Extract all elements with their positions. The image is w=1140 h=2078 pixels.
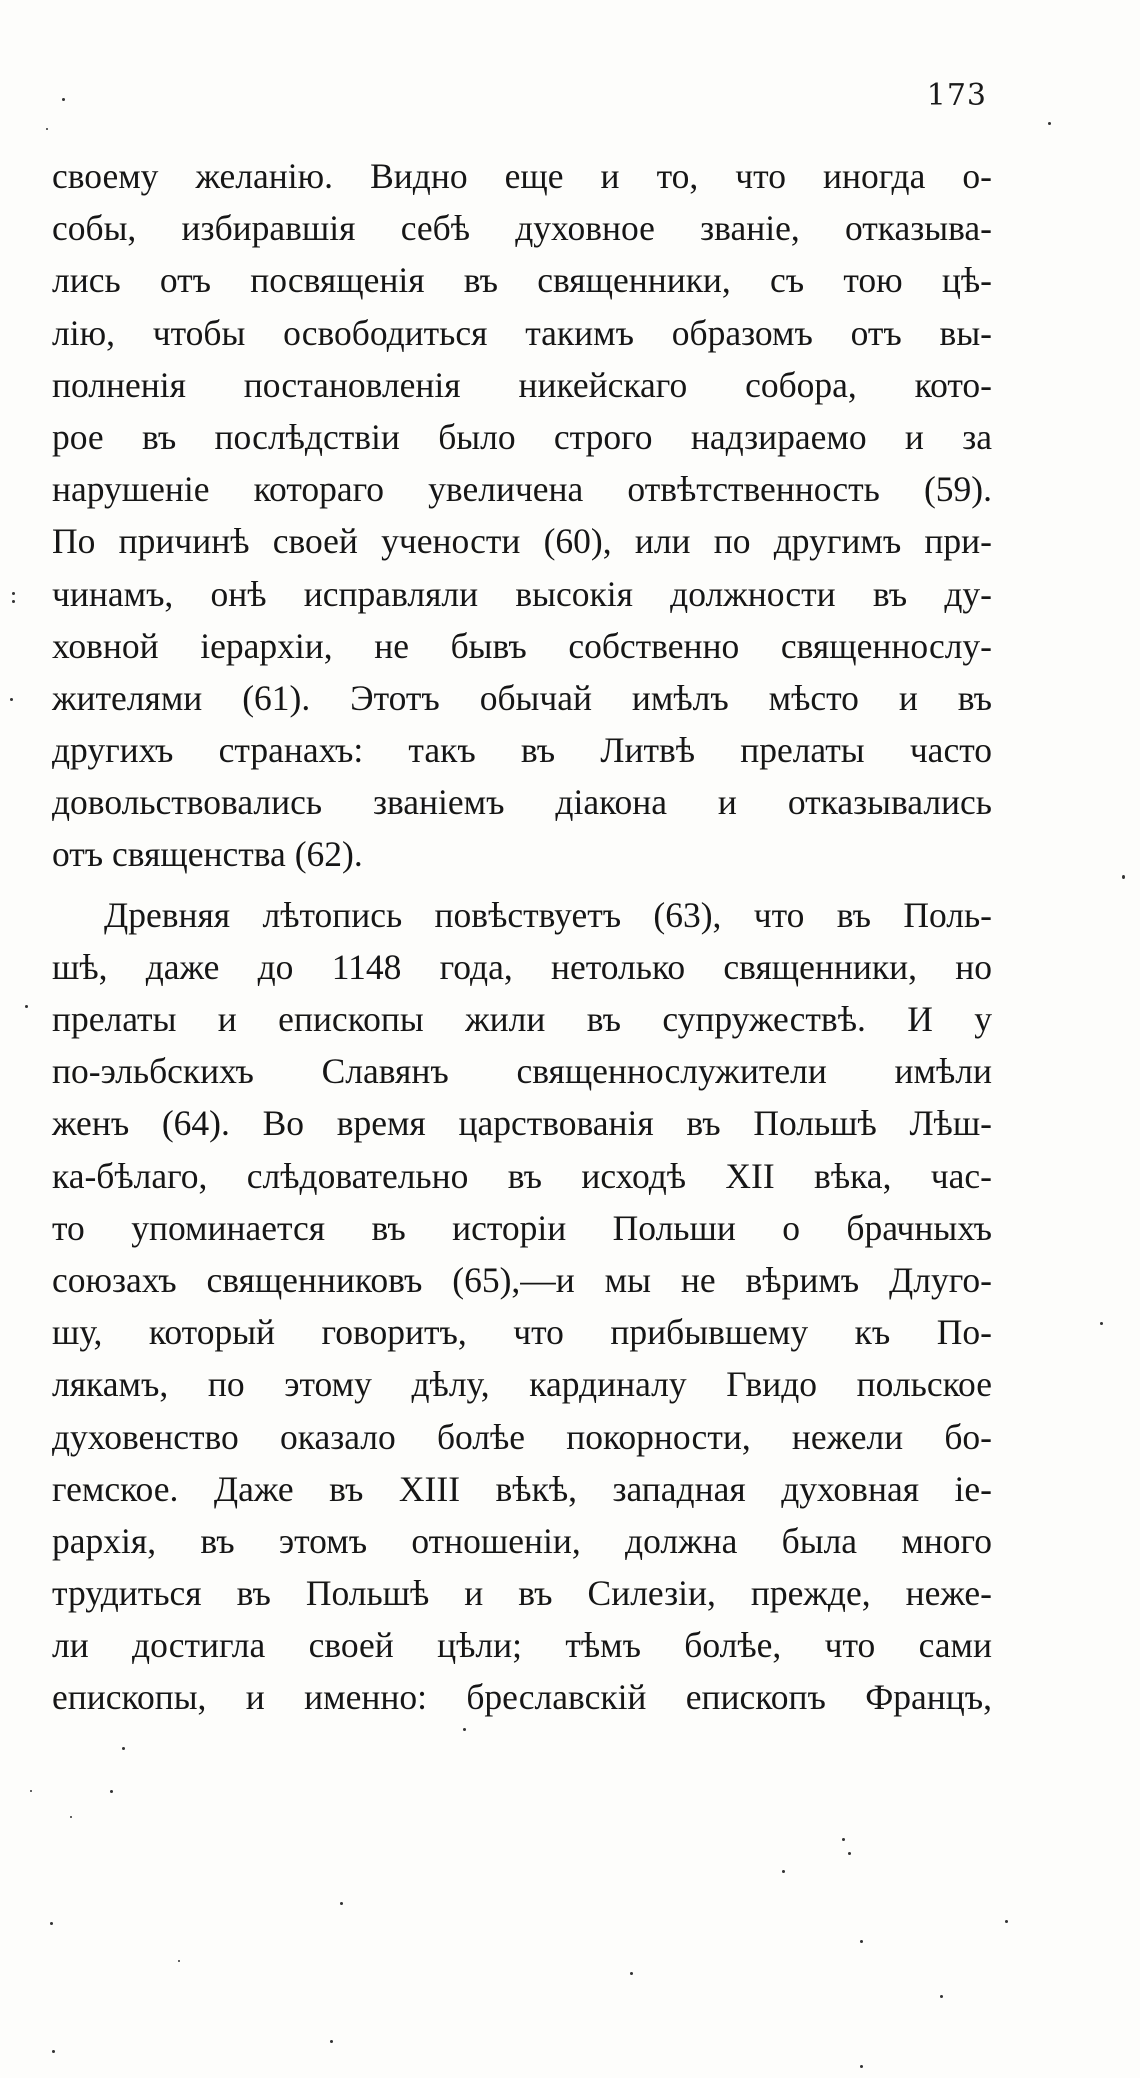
text-line: лись отъ посвященія въ священники, съ тою цѣ- <box>52 260 992 301</box>
text-line: чинамъ, онѣ исправляли высокія должности въ ду- <box>52 573 992 614</box>
text-line: Древняя лѣтопись повѣствуетъ (63), что въ Поль- <box>104 894 992 935</box>
text-line: полненія постановленія никейскаго собора, кото- <box>52 364 992 405</box>
text-line: союзахъ священниковъ (65),—и мы не вѣримъ Длуго- <box>52 1259 992 1300</box>
text-line: рое въ послѣдствіи было строго надзираемо и за <box>52 416 992 457</box>
text-line: собы, избиравшія себѣ духовное званіе, отказыва- <box>52 208 992 249</box>
scan-speck <box>10 698 13 701</box>
scan-speck <box>1005 1920 1008 1923</box>
text-line: довольствовались званіемъ діакона и отказывались <box>52 782 992 823</box>
text-line: то упоминается въ исторіи Польши о брачныхъ <box>52 1207 992 1248</box>
text-line: ли достигла своей цѣли; тѣмъ болѣе, что сами <box>52 1625 992 1666</box>
text-line: шу, который говоритъ, что прибывшему къ По- <box>52 1312 992 1353</box>
text-line: своему желанію. Видно еще и то, что иногда о- <box>52 156 992 196</box>
scan-speck <box>1122 875 1125 879</box>
text-line: гемское. Даже въ XIII вѣкѣ, западная духовная іе- <box>52 1468 992 1509</box>
scan-speck <box>122 1747 125 1750</box>
scan-speck <box>25 1005 28 1008</box>
paragraph-2 <box>52 889 992 1724</box>
page-number: 173 <box>926 78 987 113</box>
scan-speck <box>330 2040 333 2043</box>
scan-speck <box>1048 122 1051 125</box>
text-line: духовенство оказало болѣе покорности, нежели бо- <box>52 1416 992 1457</box>
scan-speck <box>848 1852 851 1855</box>
scan-speck <box>940 1995 943 1998</box>
scan-speck <box>860 2065 863 2068</box>
text-line: епископы, и именно: бреславскій епископъ Францъ, <box>52 1677 992 1718</box>
scan-speck <box>463 1728 466 1731</box>
paragraph-1 <box>52 150 992 881</box>
text-line: лію, чтобы освободиться такимъ образомъ отъ вы- <box>52 312 992 353</box>
scan-speck <box>30 1790 32 1792</box>
scan-speck <box>842 1838 845 1841</box>
text-line: жителями (61). Этотъ обычай имѣлъ мѣсто и въ <box>52 677 992 718</box>
scan-speck <box>860 1940 863 1943</box>
scan-speck <box>46 128 48 130</box>
text-line: трудиться въ Польшѣ и въ Силезіи, прежде, неже- <box>52 1573 992 1614</box>
text-line: женъ (64). Во время царствованія въ Польшѣ Лѣш- <box>52 1103 992 1144</box>
text-line: рархія, въ этомъ отношеніи, должна была много <box>52 1520 992 1561</box>
text-line: шѣ, даже до 1148 года, нетолько священники, но <box>52 946 992 987</box>
scan-speck <box>70 1816 72 1818</box>
text-line: лякамъ, по этому дѣлу, кардиналу Гвидо польское <box>52 1364 992 1405</box>
scan-speck <box>1100 1322 1103 1325</box>
scan-speck <box>178 1960 180 1962</box>
scan-speck <box>782 1870 785 1873</box>
text-line: отъ священства (62). <box>52 834 363 875</box>
scan-speck <box>12 600 15 603</box>
text-line: прелаты и епископы жили въ супружествѣ. И у <box>52 999 992 1039</box>
scan-speck <box>62 98 65 101</box>
scan-speck <box>12 592 15 595</box>
scan-speck <box>340 1902 343 1905</box>
text-line: ка-бѣлаго, слѣдовательно въ исходѣ XII вѣка, час- <box>52 1155 992 1196</box>
text-line: ховной іерархіи, не бывъ собственно священнослу- <box>52 625 992 666</box>
text-line: другихъ странахъ: такъ въ Литвѣ прелаты часто <box>52 730 992 771</box>
scan-speck <box>50 1922 53 1925</box>
body-text <box>52 150 992 1724</box>
scan-speck <box>110 1790 113 1793</box>
scan-speck <box>630 1972 633 1975</box>
text-line: По причинѣ своей учености (60), или по другимъ при- <box>52 521 992 562</box>
scan-speck <box>52 2050 55 2053</box>
text-line: по-эльбскихъ Славянъ священнослужители имѣли <box>52 1051 992 1092</box>
text-line: нарушеніе котораго увеличена отвѣтственность (59). <box>52 469 992 510</box>
